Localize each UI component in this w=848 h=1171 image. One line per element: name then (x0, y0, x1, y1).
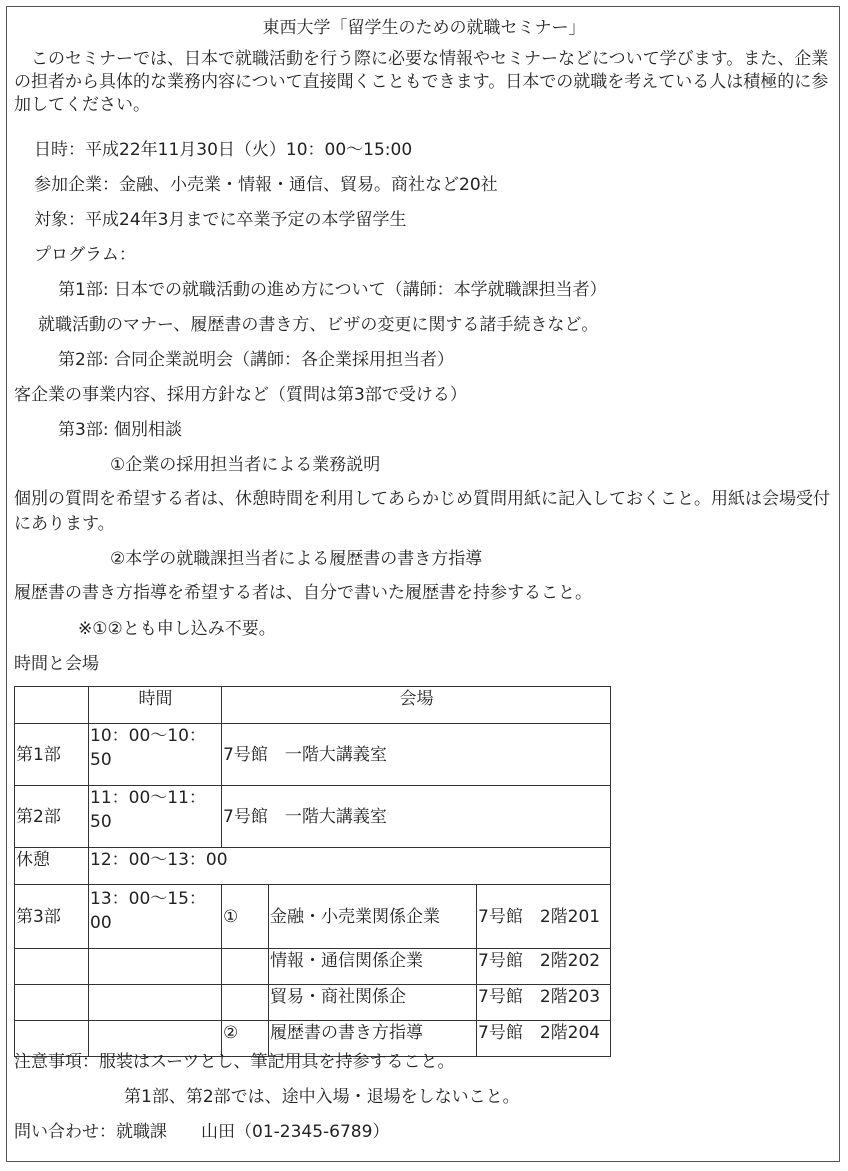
part2-title: 第2部: 合同企業説明会（講師：各企業採用担当者） (58, 350, 454, 370)
part1-description: 就職活動のマナー、履歴書の書き方、ビザの変更に関する諸手続きなど。 (38, 315, 599, 335)
target-line: 対象：平成24年3月までに卒業予定の本学留学生 (34, 210, 407, 230)
part3-item1-description: 個別の質問を希望する者は、休憩時間を利用してあらかじめ質問用紙に記入しておくこと。用紙は会場受付にあります。 (14, 489, 830, 534)
table-row (15, 848, 611, 885)
row-part (15, 985, 89, 1021)
table-row (15, 786, 611, 848)
row-topic: 履歴書の書き方指導 (269, 1021, 477, 1057)
schedule-heading: 時間と会場 (14, 654, 99, 674)
part2-description: 客企業の事業内容、採用方針など（質問は第3部で受ける） (14, 385, 467, 405)
row-time (89, 985, 222, 1021)
row-topic: 貿易・商社関係企 (269, 985, 477, 1021)
row-topic: 金融・小売業関係企業 (269, 885, 477, 949)
row-part: 第2部 (15, 786, 89, 848)
intro-paragraph: このセミナーでは、日本で就職活動を行う際に必要な情報やセミナーなどについて学びます。また、企業の担者から具体的な業務内容について直接聞くこともできます。日本での就職を考えている人は積極的に参加してください。 (14, 49, 829, 115)
row-room: 7号館 2階201 (477, 885, 611, 949)
contact-line: 問い合わせ：就職課 山田（01-2345-6789） (14, 1122, 390, 1142)
table-row (15, 724, 611, 786)
schedule-table (14, 686, 611, 1057)
header-time: 時間 (89, 687, 222, 724)
date-line: 日時：平成22年11月30日（火）10：00～15:00 (34, 140, 413, 160)
table-row (15, 885, 611, 949)
row-venue: 7号館 一階大講義室 (222, 786, 611, 848)
row-room: 7号館 2階203 (477, 985, 611, 1021)
part3-item2-description: 履歴書の書き方指導を希望する者は、自分で書いた履歴書を持参すること。 (14, 583, 592, 603)
part3-title: 第3部: 個別相談 (58, 420, 182, 440)
companies-line: 参加企業：金融、小売業・情報・通信、貿易。商社など20社 (34, 175, 498, 195)
part1-title: 第1部: 日本での就職活動の進め方について（講師：本学就職課担当者） (58, 280, 607, 300)
row-room: 7号館 2階204 (477, 1021, 611, 1057)
document-title: 東西大学「留学生のための就職セミナー」 (262, 18, 586, 38)
row-part: 第3部 (15, 885, 89, 949)
notes-line-1: 注意事項：服装はスーツとし、筆記用具を持参すること。 (14, 1052, 455, 1072)
row-part: 第1部 (15, 724, 89, 786)
row-mark: ① (222, 885, 269, 949)
row-part: 休憩 (15, 848, 89, 885)
part3-item1-title: ①企業の採用担当者による業務説明 (110, 455, 381, 475)
row-mark (222, 949, 269, 985)
row-room: 7号館 2階202 (477, 949, 611, 985)
table-header-row (15, 687, 611, 724)
row-time: 12：00～13：00 (89, 848, 611, 885)
row-topic: 情報・通信関係企業 (269, 949, 477, 985)
header-venue: 会場 (222, 687, 611, 724)
program-label: プログラム： (34, 245, 136, 265)
table-row (15, 949, 611, 985)
row-mark (222, 985, 269, 1021)
notes-line-2: 第1部、第2部では、途中入場・退場をしないこと。 (124, 1087, 520, 1107)
row-time: 11：00～11：50 (89, 786, 222, 848)
part3-note: ※①②とも申し込み不要。 (78, 619, 276, 639)
row-venue: 7号館 一階大講義室 (222, 724, 611, 786)
row-part (15, 949, 89, 985)
header-empty-cell (15, 687, 89, 724)
row-time: 10：00～10：50 (89, 724, 222, 786)
part3-item2-title: ②本学の就職課担当者による履歴書の書き方指導 (110, 549, 483, 569)
row-time: 13：00～15：00 (89, 885, 222, 949)
row-time (89, 949, 222, 985)
table-row (15, 985, 611, 1021)
row-mark: ② (222, 1021, 269, 1057)
